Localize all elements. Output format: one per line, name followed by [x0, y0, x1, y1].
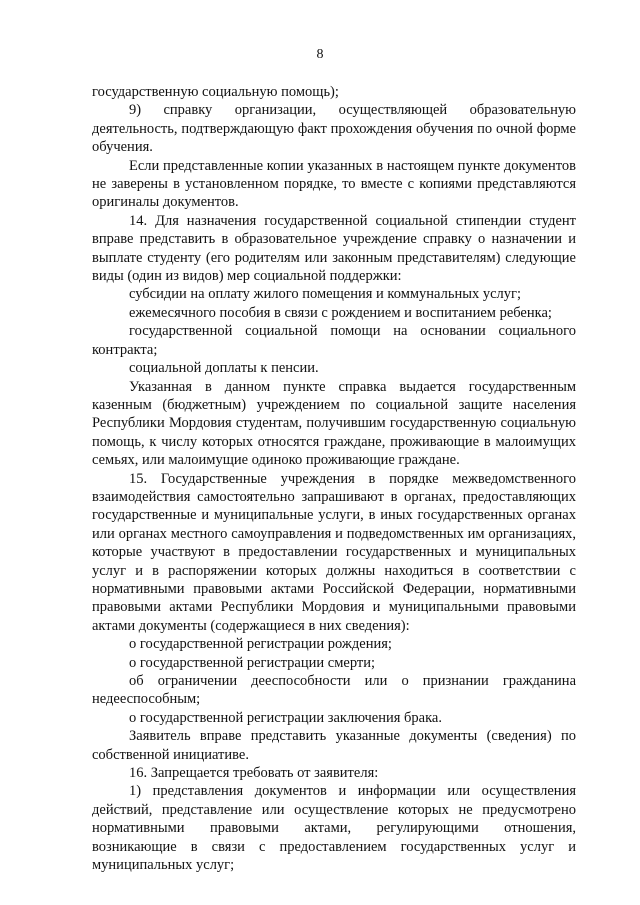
paragraph: Указанная в данном пункте справка выдается государственным казенным (бюджетным) учреждением по социальной защите населения Республики Мордовия студентам, получившим государственную социальную помощь, к числу которых относятся граждане, проживающие в малоимущих семьях, или малоимущие одиноко проживающие граждане. — [92, 378, 576, 469]
paragraph: ежемесячного пособия в связи с рождением и воспитанием ребенка; — [129, 304, 552, 321]
paragraph: 1) представления документов и информации или осуществления действий, представление или осуществление которых не предусмотрено нормативными правовыми актами, регулирующими отношения, возникающие в связи с предоставлением государственных услуг и муниципальных услуг; — [92, 783, 576, 874]
paragraph: об ограничении дееспособности или о признании гражданина недееспособным; — [92, 673, 576, 708]
paragraph: 16. Запрещается требовать от заявителя: — [129, 765, 379, 782]
paragraph: о государственной регистрации смерти; — [129, 654, 376, 671]
paragraph: 14. Для назначения государственной социальной стипендии студент вправе представить в образовательное учреждение справку о назначении и выплате студенту (его родителям или законным представителям) следующие виды (один из видов) мер социальной поддержки: — [92, 212, 576, 285]
paragraph: государственную социальную помощь); — [92, 84, 339, 100]
paragraph: государственной социальной помощи на основании социального контракта; — [92, 323, 576, 358]
document-body — [92, 83, 576, 874]
paragraph: социальной доплаты к пенсии. — [129, 360, 319, 377]
page-number: 8 — [316, 47, 324, 62]
paragraph: о государственной регистрации заключения брака. — [129, 709, 442, 726]
paragraph: 9) справку организации, осуществляющей образовательную деятельность, подтверждающую факт прохождения обучения по очной форме обучения. — [92, 102, 576, 156]
paragraph: Заявитель вправе представить указанные документы (сведения) по собственной инициативе. — [92, 728, 576, 763]
paragraph: Если представленные копии указанных в настоящем пункте документов не заверены в установленном порядке, то вместе с копиями представляются оригиналы документов. — [92, 157, 576, 211]
paragraph: 15. Государственные учреждения в порядке межведомственного взаимодействия самостоятельно запрашивают в органах, предоставляющих государственные и муниципальные услуги, в иных государственных органах или органах местного самоуправления и подведомственных им организациях, которые участвуют в предоставлении государственных и муниципальных услуг и в распоряжении которых должны находиться в соответствии с нормативными правовыми актами Российской Федерации, нормативными правовыми актами Республики Мордовия и муниципальными правовыми актами документы (содержащиеся в них сведения): — [92, 470, 576, 634]
paragraph: о государственной регистрации рождения; — [129, 636, 392, 653]
paragraph: субсидии на оплату жилого помещения и коммунальных услуг; — [129, 286, 521, 303]
